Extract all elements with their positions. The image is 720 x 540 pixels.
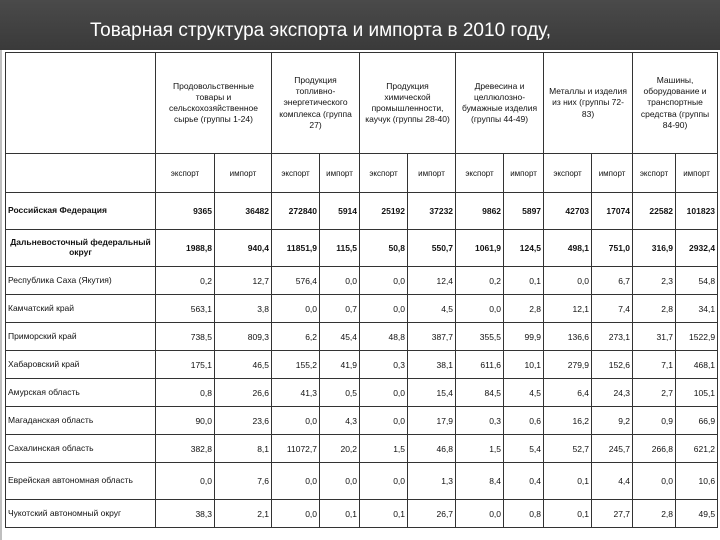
value-cell: 99,9 [504, 323, 544, 351]
value-cell: 0,9 [633, 407, 676, 435]
left-border [0, 50, 2, 540]
value-cell: 12,7 [215, 267, 272, 295]
slide-header [0, 0, 720, 50]
value-cell: 23,6 [215, 407, 272, 435]
subheader-cell: импорт [676, 154, 718, 193]
value-cell: 468,1 [676, 351, 718, 379]
value-cell: 22582 [633, 193, 676, 230]
value-cell: 15,4 [408, 379, 456, 407]
value-cell: 124,5 [504, 230, 544, 267]
value-cell: 0,5 [320, 379, 360, 407]
region-name: Сахалинская область [6, 435, 156, 463]
subheader-cell: импорт [592, 154, 633, 193]
table-row [6, 295, 718, 323]
value-cell: 0,0 [360, 267, 408, 295]
table-row [6, 407, 718, 435]
value-cell: 563,1 [156, 295, 215, 323]
value-cell: 611,6 [456, 351, 504, 379]
value-cell: 11851,9 [272, 230, 320, 267]
value-cell: 16,2 [544, 407, 592, 435]
value-cell: 387,7 [408, 323, 456, 351]
value-cell: 6,7 [592, 267, 633, 295]
value-cell: 0,1 [504, 267, 544, 295]
value-cell: 66,9 [676, 407, 718, 435]
group-header: Продовольственные товары и сельскохозяйственное сырье (группы 1-24) [156, 53, 272, 154]
value-cell: 0,3 [456, 407, 504, 435]
value-cell: 38,1 [408, 351, 456, 379]
value-cell: 4,3 [320, 407, 360, 435]
value-cell: 3,8 [215, 295, 272, 323]
group-header: Продукция химической промышленности, каучук (группы 28-40) [360, 53, 456, 154]
value-cell: 49,5 [676, 500, 718, 528]
value-cell: 0,0 [456, 295, 504, 323]
value-cell: 0,0 [360, 379, 408, 407]
value-cell: 0,7 [320, 295, 360, 323]
value-cell: 175,1 [156, 351, 215, 379]
value-cell: 26,6 [215, 379, 272, 407]
group-header: Металлы и изделия из них (группы 72-83) [544, 53, 633, 154]
value-cell: 0,8 [504, 500, 544, 528]
value-cell: 4,4 [592, 463, 633, 500]
value-cell: 46,8 [408, 435, 456, 463]
value-cell: 10,6 [676, 463, 718, 500]
value-cell: 0,0 [272, 463, 320, 500]
value-cell: 115,5 [320, 230, 360, 267]
subheader-cell: экспорт [360, 154, 408, 193]
value-cell: 809,3 [215, 323, 272, 351]
value-cell: 1061,9 [456, 230, 504, 267]
value-cell: 0,1 [360, 500, 408, 528]
subheader-cell: импорт [408, 154, 456, 193]
value-cell: 738,5 [156, 323, 215, 351]
table-row [6, 351, 718, 379]
value-cell: 316,9 [633, 230, 676, 267]
value-cell: 751,0 [592, 230, 633, 267]
value-cell: 9862 [456, 193, 504, 230]
value-cell: 0,3 [360, 351, 408, 379]
value-cell: 37232 [408, 193, 456, 230]
value-cell: 2932,4 [676, 230, 718, 267]
value-cell: 9,2 [592, 407, 633, 435]
slide-title: Товарная структура экспорта и импорта в 2010 году, [90, 20, 552, 41]
region-name: Чукотский автономный округ [6, 500, 156, 528]
value-cell: 45,4 [320, 323, 360, 351]
group-header: Машины, оборудование и транспортные средства (группы 84-90) [633, 53, 718, 154]
value-cell: 36482 [215, 193, 272, 230]
value-cell: 4,5 [408, 295, 456, 323]
table-row [6, 323, 718, 351]
value-cell: 621,2 [676, 435, 718, 463]
value-cell: 0,0 [360, 407, 408, 435]
value-cell: 1988,8 [156, 230, 215, 267]
value-cell: 0,0 [633, 463, 676, 500]
value-cell: 54,8 [676, 267, 718, 295]
region-name: Республика Саха (Якутия) [6, 267, 156, 295]
subheader-cell: экспорт [544, 154, 592, 193]
value-cell: 7,4 [592, 295, 633, 323]
value-cell: 41,9 [320, 351, 360, 379]
subheader-cell: экспорт [456, 154, 504, 193]
region-name: Российская Федерация [6, 193, 156, 230]
value-cell: 90,0 [156, 407, 215, 435]
value-cell: 7,6 [215, 463, 272, 500]
value-cell: 2,8 [504, 295, 544, 323]
value-cell: 550,7 [408, 230, 456, 267]
value-cell: 279,9 [544, 351, 592, 379]
value-cell: 355,5 [456, 323, 504, 351]
region-name: Амурская область [6, 379, 156, 407]
value-cell: 20,2 [320, 435, 360, 463]
value-cell: 41,3 [272, 379, 320, 407]
subheader-cell: экспорт [633, 154, 676, 193]
corner-cell [6, 154, 156, 193]
value-cell: 38,3 [156, 500, 215, 528]
subheader-cell: импорт [320, 154, 360, 193]
value-cell: 1,3 [408, 463, 456, 500]
value-cell: 136,6 [544, 323, 592, 351]
value-cell: 101823 [676, 193, 718, 230]
value-cell: 0,0 [156, 463, 215, 500]
group-header-row [6, 53, 718, 154]
trade-structure-table [5, 52, 718, 528]
subheader-cell: импорт [215, 154, 272, 193]
table-row [6, 230, 718, 267]
table-row [6, 379, 718, 407]
value-cell: 6,2 [272, 323, 320, 351]
value-cell: 0,0 [272, 295, 320, 323]
table-row [6, 193, 718, 230]
value-cell: 272840 [272, 193, 320, 230]
table-row [6, 267, 718, 295]
value-cell: 2,1 [215, 500, 272, 528]
region-name: Хабаровский край [6, 351, 156, 379]
subheader-cell: экспорт [156, 154, 215, 193]
value-cell: 84,5 [456, 379, 504, 407]
subheader-cell: импорт [504, 154, 544, 193]
value-cell: 0,4 [504, 463, 544, 500]
value-cell: 42703 [544, 193, 592, 230]
subheader-row [6, 154, 718, 193]
table-row [6, 500, 718, 528]
value-cell: 31,7 [633, 323, 676, 351]
value-cell: 0,0 [272, 500, 320, 528]
region-name: Камчатский край [6, 295, 156, 323]
value-cell: 1,5 [360, 435, 408, 463]
value-cell: 48,8 [360, 323, 408, 351]
table-row [6, 463, 718, 500]
value-cell: 1522,9 [676, 323, 718, 351]
group-header: Древесина и целлюлозно-бумажные изделия (группы 44-49) [456, 53, 544, 154]
region-name: Еврейская автономная область [6, 463, 156, 500]
value-cell: 498,1 [544, 230, 592, 267]
value-cell: 0,1 [544, 463, 592, 500]
value-cell: 17,9 [408, 407, 456, 435]
value-cell: 2,3 [633, 267, 676, 295]
value-cell: 0,6 [504, 407, 544, 435]
value-cell: 2,8 [633, 500, 676, 528]
value-cell: 7,1 [633, 351, 676, 379]
value-cell: 382,8 [156, 435, 215, 463]
value-cell: 0,8 [156, 379, 215, 407]
value-cell: 10,1 [504, 351, 544, 379]
value-cell: 0,0 [320, 267, 360, 295]
value-cell: 6,4 [544, 379, 592, 407]
value-cell: 245,7 [592, 435, 633, 463]
value-cell: 2,8 [633, 295, 676, 323]
value-cell: 940,4 [215, 230, 272, 267]
value-cell: 0,0 [544, 267, 592, 295]
group-header: Продукция топливно-энергетического комплекса (группа 27) [272, 53, 360, 154]
value-cell: 12,4 [408, 267, 456, 295]
value-cell: 4,5 [504, 379, 544, 407]
value-cell: 8,4 [456, 463, 504, 500]
region-name: Магаданская область [6, 407, 156, 435]
value-cell: 34,1 [676, 295, 718, 323]
value-cell: 9365 [156, 193, 215, 230]
subheader-cell: экспорт [272, 154, 320, 193]
value-cell: 0,0 [272, 407, 320, 435]
value-cell: 0,0 [456, 500, 504, 528]
value-cell: 0,0 [360, 295, 408, 323]
value-cell: 266,8 [633, 435, 676, 463]
value-cell: 25192 [360, 193, 408, 230]
value-cell: 11072,7 [272, 435, 320, 463]
value-cell: 12,1 [544, 295, 592, 323]
value-cell: 46,5 [215, 351, 272, 379]
value-cell: 0,2 [456, 267, 504, 295]
value-cell: 155,2 [272, 351, 320, 379]
value-cell: 17074 [592, 193, 633, 230]
value-cell: 1,5 [456, 435, 504, 463]
value-cell: 105,1 [676, 379, 718, 407]
value-cell: 5897 [504, 193, 544, 230]
value-cell: 152,6 [592, 351, 633, 379]
value-cell: 5,4 [504, 435, 544, 463]
value-cell: 24,3 [592, 379, 633, 407]
table-row [6, 435, 718, 463]
value-cell: 26,7 [408, 500, 456, 528]
region-name: Приморский край [6, 323, 156, 351]
value-cell: 27,7 [592, 500, 633, 528]
value-cell: 0,2 [156, 267, 215, 295]
value-cell: 0,0 [360, 463, 408, 500]
value-cell: 2,7 [633, 379, 676, 407]
value-cell: 50,8 [360, 230, 408, 267]
value-cell: 0,1 [544, 500, 592, 528]
corner-cell [6, 53, 156, 154]
value-cell: 273,1 [592, 323, 633, 351]
value-cell: 5914 [320, 193, 360, 230]
value-cell: 52,7 [544, 435, 592, 463]
value-cell: 0,1 [320, 500, 360, 528]
value-cell: 576,4 [272, 267, 320, 295]
value-cell: 8,1 [215, 435, 272, 463]
value-cell: 0,0 [320, 463, 360, 500]
region-name: Дальневосточный федеральный округ [6, 230, 156, 267]
